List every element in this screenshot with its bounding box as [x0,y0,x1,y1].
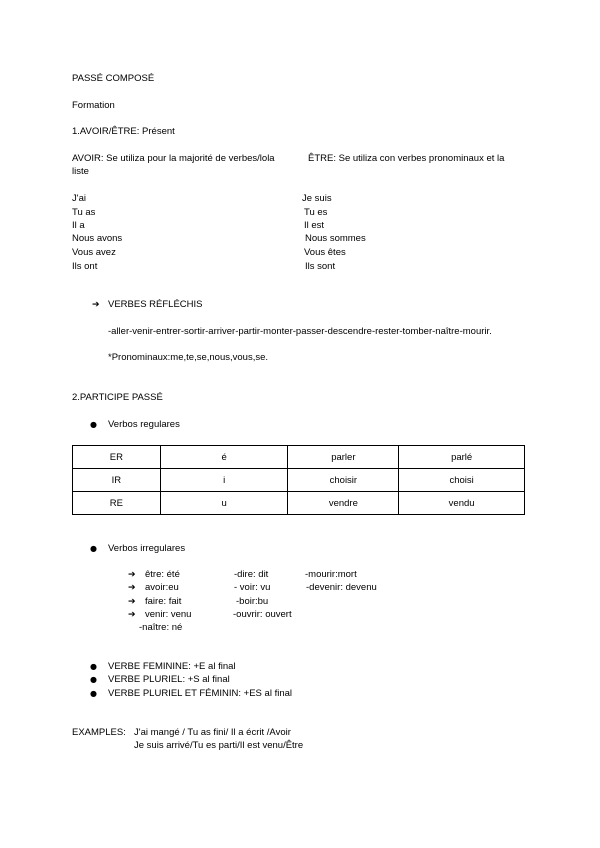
table-cell: RE [73,492,161,515]
irregular-verb: -ouvrir: ouvert [233,609,292,620]
table-cell: vendu [399,492,525,515]
table-cell: u [160,492,288,515]
agreement-rule: VERBE PLURIEL ET FÉMININ: +ES al final [108,688,292,699]
regular-verbs-heading: Verbos regulares [108,419,180,430]
table-cell: i [160,469,288,492]
irregular-verb: -dire: dit [234,569,269,580]
bullet-icon: ● [90,420,97,429]
table-cell: ER [73,446,161,469]
table-cell: IR [73,469,161,492]
irregular-verb: -mourir:mort [305,569,357,580]
etre-note: ÊTRE: Se utiliza con verbes pronominaux et la [308,153,505,164]
irregular-verb: -devenir: devenu [306,582,377,593]
bullet-icon: ● [90,675,97,684]
table-row [73,469,525,492]
avoir-form: Vous avez [72,247,116,258]
bullet-icon: ● [90,689,97,698]
pronominaux-note: *Pronominaux:me,te,se,nous,vous,se. [108,352,269,363]
avoir-note: AVOIR: Se utiliza pour la majorité de verbes/lola [72,153,275,164]
table-cell: parlé [399,446,525,469]
etre-form: Je suis [302,193,332,204]
etre-form: Nous sommes [305,233,366,244]
etre-form: Il est [304,220,325,231]
formation-heading: Formation [72,100,115,111]
section2-heading: 2.PARTICIPE PASSÉ [72,392,163,403]
arrow-icon: ➔ [128,583,136,593]
avoir-form: J'ai [72,193,86,204]
agreement-rule: VERBE PLURIEL: +S al final [108,674,230,685]
page-title: PASSÉ COMPOSÉ [72,73,155,84]
examples-label: EXAMPLES: [72,727,126,738]
irregular-verb: avoir:eu [145,582,179,593]
arrow-icon: ➔ [92,300,100,310]
etre-form: Tu es [304,207,328,218]
irregular-verb: être: été [145,569,180,580]
examples-line: J'ai mangé / Tu as fini/ Il a écrit /Avoir [134,727,291,738]
agreement-rule: VERBE FEMININE: +E al final [108,661,236,672]
irregular-verb: -boir:bu [236,596,269,607]
irregular-verb: venir: venu [145,609,192,620]
avoir-form: Tu as [72,207,96,218]
table-cell: choisir [288,469,399,492]
irregular-verbs-heading: Verbos irregulares [108,543,186,554]
irregular-verb: -naître: né [139,622,183,633]
avoir-form: Il a [72,220,85,231]
examples-line: Je suis arrivé/Tu es parti/Il est venu/Être [134,740,304,751]
etre-form: Vous êtes [304,247,346,258]
avoir-note-continued: liste [72,166,89,177]
avoir-form: Ils ont [72,261,98,272]
arrow-icon: ➔ [128,610,136,620]
table-cell: choisi [399,469,525,492]
table-row [73,446,525,469]
table-row [73,492,525,515]
table-cell: é [160,446,288,469]
arrow-icon: ➔ [128,597,136,607]
irregular-verb: - voir: vu [234,582,271,593]
table-cell: parler [288,446,399,469]
table-cell: vendre [288,492,399,515]
irregular-verb: faire: fait [145,596,182,607]
reflexive-verb-list: -aller-venir-entrer-sortir-arriver-partir-monter-passer-descendre-rester-tomber-naître-mourir. [108,326,492,337]
section1-heading: 1.AVOIR/ÊTRE: Présent [72,126,175,137]
reflexive-heading: VERBES RÉFLÉCHIS [108,299,203,310]
regular-verbs-table [72,445,525,515]
arrow-icon: ➔ [128,570,136,580]
bullet-icon: ● [90,662,97,671]
etre-form: Ils sont [305,261,336,272]
avoir-form: Nous avons [72,233,123,244]
bullet-icon: ● [90,544,97,553]
